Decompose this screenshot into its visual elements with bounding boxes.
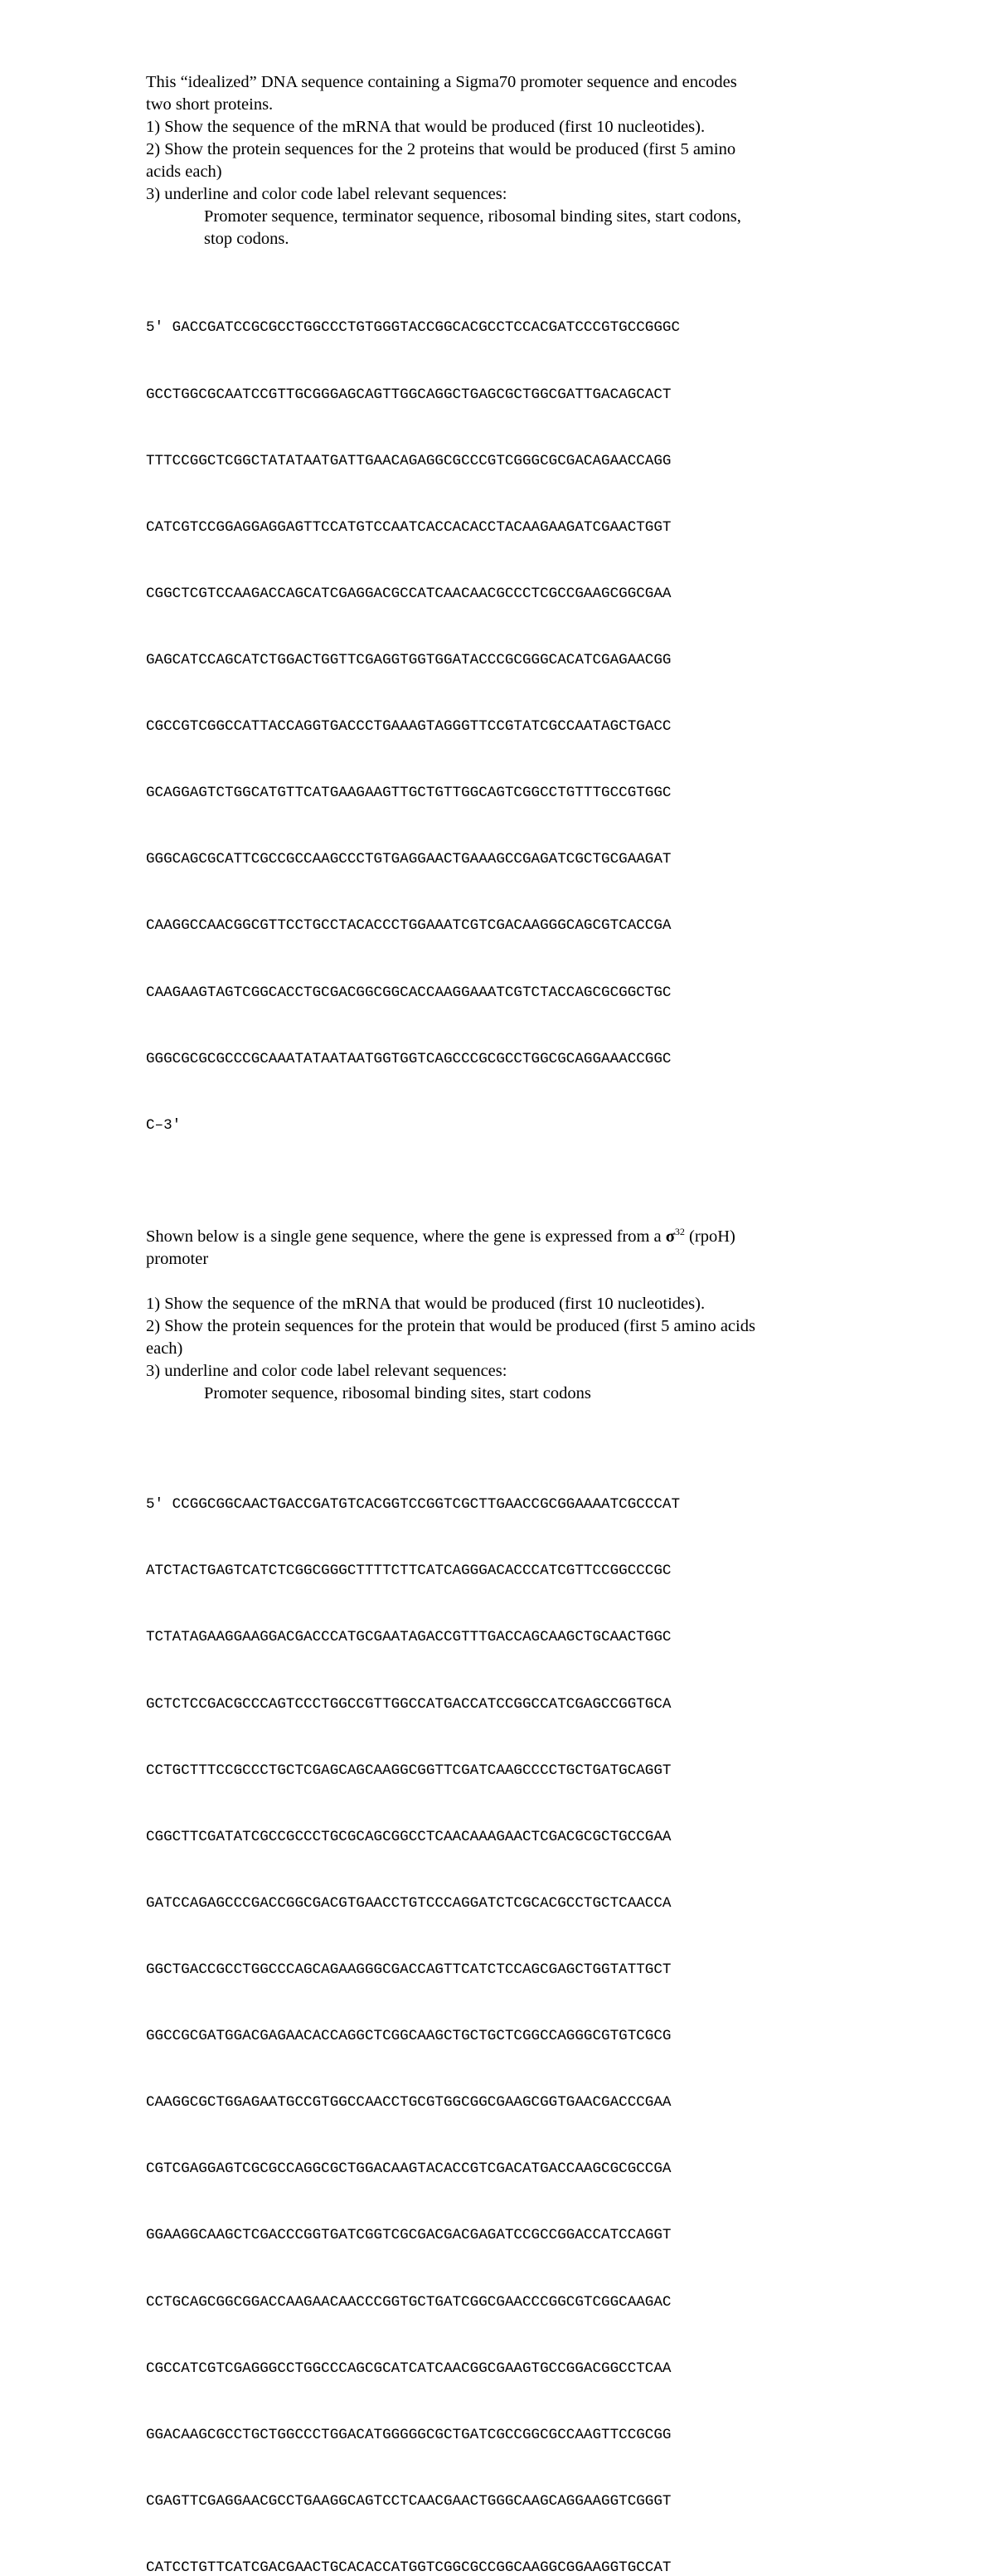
sequence-line: 5′ CCGGCGGCAACTGACCGATGTCACGGTCCGGTCGCTTGAACCGCGGAAAATCGCCCAT [146, 1496, 681, 1514]
sequence-line: GCTCTCCGACGCCCAGTCCCTGGCCGTTGGCCATGACCATCCGGCCATCGAGCCGGTGCA [146, 1695, 672, 1713]
sigma-symbol: σ [665, 1227, 675, 1246]
sequence-line: CGGCTCGTCCAAGACCAGCATCGAGGACGCCATCAACAACGCCCTCGCCGAAGCGGCGAA [146, 585, 672, 602]
section2-question-2-line2: each) [146, 1339, 183, 1358]
sequence-line: GCCTGGCGCAATCCGTTGCGGGAGCAGTTGGCAGGCTGAGCGCTGGCGATTGACAGCACT [146, 386, 672, 403]
section1-intro-line2: two short proteins. [146, 95, 274, 114]
sequence-line: CGTCGAGGAGTCGCGCCAGGCGCTGGACAAGTACACCGTCGACATGACCAAGCGCGCCGA [146, 2160, 672, 2178]
section2-intro-line2: promoter [146, 1249, 209, 1268]
document-page [146, 71, 859, 2576]
section2-question-1: 1) Show the sequence of the mRNA that would be produced (first 10 nucleotides). [146, 1294, 706, 1313]
section1-question-1: 1) Show the sequence of the mRNA that would be produced (first 10 nucleotides). [146, 118, 706, 136]
sequence-line: GATCCAGAGCCCGACCGGCGACGTGAACCTGTCCCAGGATCTCGCACGCCTGCTCAACCA [146, 1894, 672, 1912]
sequence-line: CCTGCTTTCCGCCCTGCTCGAGCAGCAAGGCGGTTCGATCAAGCCCCTGCTGATGCAGGT [146, 1762, 672, 1779]
section1-question-3-detail-line1: Promoter sequence, terminator sequence, ribosomal binding sites, start codons, [204, 207, 741, 226]
sequence-line: GAGCATCCAGCATCTGGACTGGTTCGAGGTGGTGGATACCCGCGGGCACATCGAGAACGG [146, 651, 672, 668]
section2-question-2-line1: 2) Show the protein sequences for the protein that would be produced (first 5 amino acids [146, 1316, 755, 1335]
sequence-line: CATCCTGTTCATCGACGAACTGCACACCATGGTCGGCGCCGGCAAGGCGGAAGGTGCCAT [146, 2559, 672, 2576]
sequence-line: ATCTACTGAGTCATCTCGGCGGGCTTTTCTTCATCAGGGACACCCATCGTTCCGGCCCGC [146, 1563, 672, 1580]
section1-question-3-detail-line2: stop codons. [204, 230, 289, 248]
sequence-line: C–3′ [146, 1116, 182, 1134]
sequence-line: CAAGGCGCTGGAGAATGCCGTGGCCAACCTGCGTGGCGGCGAAGCGGTGAACGACCCGAA [146, 2094, 672, 2112]
sequence-line: GGGCAGCGCATTCGCCGCCAAGCCCTGTGAGGAACTGAAAGCCGAGATCGCTGCGAAGAT [146, 851, 672, 868]
section1-question-3: 3) underline and color code label relevant sequences: [146, 185, 507, 203]
sequence-line: CGCCGTCGGCCATTACCAGGTGACCCTGAAAGTAGGGTTCCGTATCGCCAATAGCTGACC [146, 718, 672, 736]
sequence-line: CCTGCAGCGGCGGACCAAGAACAACCCGGTGCTGATCGGCGAACCCGGCGTCGGCAAGAC [146, 2293, 672, 2311]
section2-question-3-detail: Promoter sequence, ribosomal binding sites, start codons [204, 1383, 591, 1402]
section2-question-3: 3) underline and color code label relevant sequences: [146, 1361, 507, 1380]
section2-intro-text: Shown below is a single gene sequence, where the gene is expressed from a [146, 1227, 666, 1246]
section1-instructions [146, 71, 859, 250]
section1-intro-line1: This “idealized” DNA sequence containing a Sigma70 promoter sequence and encodes [146, 73, 737, 91]
sequence-line: CGGCTTCGATATCGCCGCCCTGCGCAGCGGCCTCAACAAAGAACTCGACGCGCTGCCGAA [146, 1828, 672, 1845]
sequence-line: CGCCATCGTCGAGGGCCTGGCCCAGCGCATCATCAACGGCGAAGTGCCGGACGGCCTCAA [146, 2360, 672, 2377]
sequence-line: GGACAAGCGCCTGCTGGCCCTGGACATGGGGGCGCTGATCGCCGGCGCCAAGTTCCGCGG [146, 2426, 672, 2443]
sequence-line: CAAGGCCAACGGCGTTCCTGCCTACACCCTGGAAATCGTCGACAAGGGCAGCGTCACCGA [146, 917, 672, 935]
sequence-line: CAAGAAGTAGTCGGCACCTGCGACGGCGGCACCAAGGAAATCGTCTACCAGCGCGGCTGC [146, 984, 672, 1001]
sequence-line: TCTATAGAAGGAAGGACGACCCATGCGAATAGACCGTTTGACCAGCAAGCTGCAACTGGC [146, 1629, 672, 1646]
sequence-line: TTTCCGGCTCGGCTATATAATGATTGAACAGAGGCGCCCGTCGGGCGCGACAGAACCAGG [146, 452, 672, 469]
section2-intro-line1 [146, 1226, 859, 1248]
sequence-line: CATCGTCCGGAGGAGGAGTTCCATGTCCAATCACCACACCTACAAGAAGATCGAACTGGT [146, 518, 672, 536]
section1-question-2-line1: 2) Show the protein sequences for the 2 proteins that would be produced (first 5 amino [146, 140, 736, 158]
sequence-line: GCAGGAGTCTGGCATGTTCATGAAGAAGTTGCTGTTGGCAGTCGGCCTGTTTGCCGTGGC [146, 785, 672, 802]
sequence-line: GGGCGCGCGCCCGCAAATATAATAATGGTGGTCAGCCCGCGCCTGGCGCAGGAAACCGGC [146, 1050, 672, 1067]
section2-instructions [146, 1226, 859, 1405]
sequence-line: CGAGTTCGAGGAACGCCTGAAGGCAGTCCTCAACGAACTGGGCAAGCAGGAAGGTCGGGT [146, 2492, 672, 2510]
sequence-line: 5′ GACCGATCCGCGCCTGGCCCTGTGGGTACCGGCACGCCTCCACGATCCCGTGCCGGGC [146, 319, 681, 337]
sequence-line: GGCTGACCGCCTGGCCCAGCAGAAGGGCGACCAGTTCATCTCCAGCGAGCTGGTATTGCT [146, 1961, 672, 1978]
section1-dna-sequence [146, 273, 859, 1181]
sequence-line: GGCCGCGATGGACGAGAACACCAGGCTCGGCAAGCTGCTGCTCGGCCAGGGCGTGTCGCG [146, 2028, 672, 2045]
section2-dna-sequence [146, 1450, 859, 2576]
sigma-superscript: 32 [674, 1226, 685, 1237]
sequence-line: GGAAGGCAAGCTCGACCCGGTGATCGGTCGCGACGACGAGATCCGCCGGACCATCCAGGT [146, 2227, 672, 2244]
section2-intro-rpoh: (rpoH) [684, 1227, 735, 1246]
section1-question-2-line2: acids each) [146, 163, 222, 181]
